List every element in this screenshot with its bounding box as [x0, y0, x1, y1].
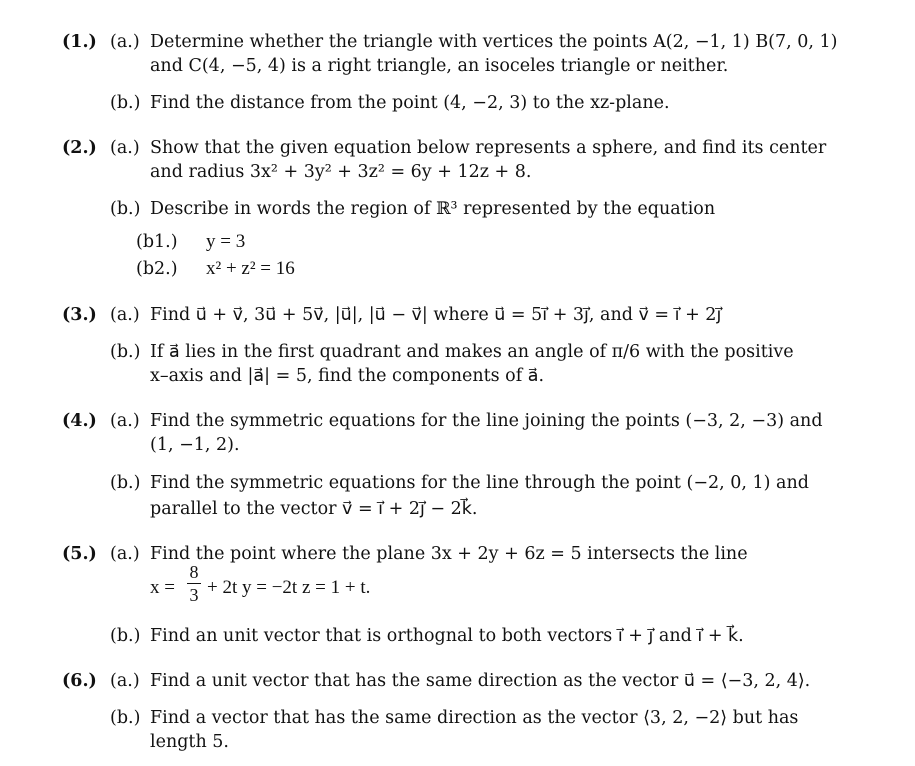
- problem-4a-label: (a.): [110, 411, 140, 431]
- problem-6a-label: (a.): [110, 671, 140, 691]
- problem-2a-label: (a.): [110, 138, 140, 158]
- problem-5a-line-1: Find the point where the plane 3x + 2y + 6z = 5 intersects the line: [150, 544, 748, 564]
- problem-2b2-expression: x² + z² = 16: [206, 258, 295, 279]
- problem-6b-line-1: Find a vector that has the same direction as the vector ⟨3, 2, −2⟩ but has: [150, 708, 799, 728]
- problem-5a-label: (a.): [110, 544, 140, 564]
- problem-2b-line-1: Describe in words the region of ℝ³ represented by the equation: [150, 199, 716, 219]
- problem-1a-line-1: Determine whether the triangle with vertices the points A(2, −1, 1) B(7, 0, 1): [150, 32, 838, 52]
- problem-1b-line-1: Find the distance from the point (4, −2, 3) to the xz-plane.: [150, 93, 670, 113]
- problem-6b-label: (b.): [110, 708, 141, 728]
- fraction-denominator: 3: [189, 585, 199, 605]
- problem-4b-label: (b.): [110, 473, 141, 493]
- problem-5b-label: (b.): [110, 626, 141, 646]
- fraction-numerator: 8: [189, 562, 199, 582]
- problem-6-number: (6.): [62, 671, 97, 691]
- fraction-bar: [187, 583, 201, 584]
- problem-6b-line-2: length 5.: [150, 732, 229, 752]
- problem-4a-line-2: (1, −1, 2).: [150, 435, 240, 455]
- problem-3b-line-2: x–axis and |a⃗| = 5, find the components of a⃗.: [150, 366, 545, 386]
- problem-2-number: (2.): [62, 138, 97, 158]
- problem-3-number: (3.): [62, 305, 97, 325]
- problem-5b-line-1: Find an unit vector that is orthognal to both vectors i⃗ + j⃗ and i⃗ + k⃗.: [150, 626, 744, 646]
- problem-2b1-expression: y = 3: [206, 231, 246, 252]
- problem-4-number: (4.): [62, 411, 97, 431]
- param-equations: + 2t y = −2t z = 1 + t.: [207, 577, 371, 598]
- problem-3a-label: (a.): [110, 305, 140, 325]
- problem-5-number: (5.): [62, 544, 97, 564]
- problem-1-number: (1.): [62, 32, 97, 52]
- problem-4b-line-1: Find the symmetric equations for the line through the point (−2, 0, 1) and: [150, 473, 809, 493]
- problem-3b-label: (b.): [110, 342, 141, 362]
- problem-4b-line-2: parallel to the vector v⃗ = i⃗ + 2j⃗ − 2k⃗.: [150, 499, 478, 519]
- problem-6a-line-1: Find a unit vector that has the same direction as the vector u⃗ = ⟨−3, 2, 4⟩.: [150, 671, 811, 691]
- problem-2a-line-1: Show that the given equation below represents a sphere, and find its center: [150, 138, 827, 158]
- problem-2b2-label: (b2.): [136, 259, 178, 279]
- problem-1a-label: (a.): [110, 32, 140, 52]
- problem-1a-line-2: and C(4, −5, 4) is a right triangle, an isoceles triangle or neither.: [150, 56, 729, 76]
- problem-2a-line-2: and radius 3x² + 3y² + 3z² = 6y + 12z + 8.: [150, 162, 532, 182]
- problem-2b-label: (b.): [110, 199, 141, 219]
- problem-3a-line-1: Find u⃗ + v⃗, 3u⃗ + 5v⃗, |u⃗|, |u⃗ − v⃗| where u⃗ = 5i⃗ + 3j⃗, and v⃗ = i⃗ + 2j⃗: [150, 305, 722, 325]
- param-x-fraction: [187, 563, 201, 604]
- problem-2b1-label: (b1.): [136, 232, 178, 252]
- problem-4a-line-1: Find the symmetric equations for the line joining the points (−3, 2, −3) and: [150, 411, 823, 431]
- param-x-prefix: x =: [150, 577, 175, 598]
- problem-1b-label: (b.): [110, 93, 141, 113]
- problem-3b-line-1: If a⃗ lies in the first quadrant and makes an angle of π/6 with the positive: [150, 342, 794, 362]
